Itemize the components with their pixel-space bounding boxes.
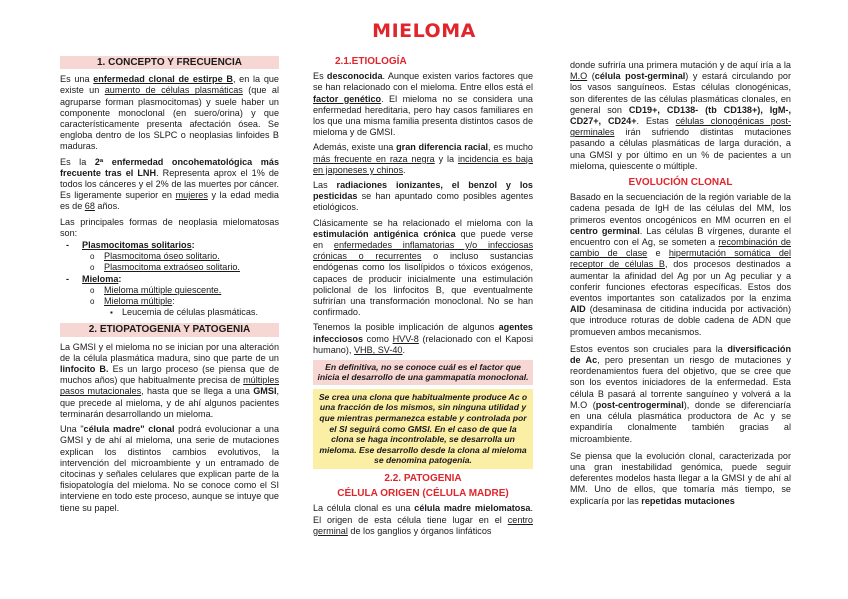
paragraph: Es una enfermedad clonal de estirpe B, en la que existe un aumento de células plasmáticas (que al agruparse forman plasmocitomas) y suele haber un componente monoclonal (en suero/orina) y que característicamente presenta afectación ósea. Se engloba dentro de los SLPC o neoplasias linfoides B maduras.: [60, 74, 279, 152]
paragraph: La GMSI y el mieloma no se inician por una alteración de la célula plasmática madura, sino que parte de un linfocito B. Es un largo proceso (se piensa que de muchos años) que habitualmente precisa de múltiples pasos mutacionales, hasta que se llega a una GMSI, que precede al mieloma, y de ahí algunos pacientes terminarán desarrollando un mieloma.: [60, 341, 280, 419]
highlight-box: Se crea una clona que habitualmente produce Ac o una fracción de los mismos, sin ninguna utilidad y que mientras permanezca estable y controlada por el SI seguirá como GMSI. En el caso de que la clona se haga incontrolable, se desarrolla un mieloma. Ese desarrollo desde la clona al mieloma se denomina patogenia.: [313, 389, 533, 469]
paragraph: Clásicamente se ha relacionado el mieloma con la estimulación antigénica crónica que puede verse en enfermedades inflamatorias y/o infecciosas crónicas o recurrentes o incluso sustancias endógenas como los lisolípidos o tóxicos exógenos, capaces de producir inicialmente una estimulación policlonal de los linfocitos B, que eventualmente sufrirían una transformación monoclonal. No se han confirmado.: [313, 217, 533, 318]
list-item: o Mieloma múltiple:: [60, 296, 279, 307]
paragraph: donde sufriría una primera mutación y de aquí iría a la M.O (célula post-germinal) y estará circulando por los vasos sanguíneos. Estas células clonogénicas, son diferentes de las células plasmáticas clonales, en general son CD19+, CD138- (tb CD138+), IgM-, CD27+, CD24+. Estas células clonogénicas post-germinales irán sufriendo distintas mutaciones pasando a células plasmáticas de larga duración, a una GMSI y por último en un % de pacientes a un mieloma, quiescente o múltiple.: [570, 60, 791, 171]
paragraph: Una "célula madre" clonal podrá evolucionar a una GMSI y de ahí al mieloma, una serie de mutaciones explican los distintos cambios evolutivos, la intervención del microambiente y un entramado de citocinas y señales celulares que explican parte de la fisiopatología del mieloma. No se conoce como el SI interviene en todo este proceso, aunque se intuye que tiene su papel.: [60, 424, 280, 513]
list-item: o Plasmocitoma extraóseo solitario.: [60, 262, 279, 273]
neoplasia-list: [60, 240, 279, 318]
paragraph: Es desconocida. Aunque existen varios factores que se han relacionado con el mieloma. Entre ellos está el factor genético. El mieloma no se considera una enfermedad hereditaria, pero hay casos familiares en los que una misma familia presenta distintos casos de mieloma y de GMSI.: [313, 71, 533, 138]
page-title: MIELOMA: [372, 20, 476, 42]
list-item: o Plasmocitoma óseo solitario.: [60, 251, 279, 262]
column-2: [313, 56, 533, 541]
subsection-heading-celula-origen: CÉLULA ORIGEN (CÉLULA MADRE): [337, 488, 509, 500]
paragraph: Estos eventos son cruciales para la diversificación de Ac, pero presentan un riesgo de mutaciones y reordenamientos fuera del objetivo, que se cree que son los eventos iniciadores de la enfermedad. Esta célula B pasará al torrente sanguíneo y volverá a la M.O (post-centrogerminal), donde se diferenciaría en una célula plasmática productora de Ac y se expandiría clonalmente también gracias al microambiente.: [570, 343, 791, 444]
paragraph: Las radiaciones ionizantes, el benzol y los pesticidas se han apuntado como posibles agentes etiológicos.: [313, 180, 533, 213]
section-heading-patogenia: 2.2. PATOGENIA: [384, 473, 462, 485]
column-3: [570, 60, 791, 511]
paragraph: Basado en la secuenciación de la región variable de la cadena pesada de IgH de las células del MM, los primeros eventos oncogénicos en MM ocurren en el centro germinal. Las células B vírgenes, durante el encuentro con el Ag, se someten a recombinación de cambio de clase e hipermutación somática del receptor de células B, dos procesos destinados a aumentar la afinidad del Ag por un Ag peculiar y a conferir funciones efectoras específicas. Estos dos eventos importantes son catalizados por la enzima AID (desaminasa de citidina inducida por activación) que introduce roturas de doble cadena de ADN que promueven ambos mecanismos.: [570, 192, 791, 337]
section-heading-etiologia: 2.1.ETIOLOGÍA: [335, 56, 407, 67]
list-item: - Mieloma:: [60, 274, 279, 285]
column-1: [60, 56, 279, 518]
section-heading-etiopatogenia: 2. ETIOPATOGENIA Y PATOGENIA: [60, 323, 279, 336]
section-heading-concepto: 1. CONCEPTO Y FRECUENCIA: [60, 56, 279, 69]
paragraph: Además, existe una gran diferencia racial, es mucho más frecuente en raza negra y la incidencia es baja en japoneses y chinos.: [313, 142, 533, 175]
paragraph: Tenemos la posible implicación de algunos agentes infecciosos como HVV-8 (relacionado con el Kaposi humano), VHB, SV-40.: [313, 322, 533, 355]
list-item: ▪ Leucemia de células plasmáticas.: [60, 307, 279, 318]
list-item: - Plasmocitomas solitarios:: [60, 240, 279, 251]
paragraph: Es la 2ª enfermedad oncohematológica más frecuente tras el LNH. Representa aprox el 1% de todos los cánceres y el 2% de las muertes por cáncer. Es ligeramente superior en mujeres y la edad media es de 68 años.: [60, 156, 279, 212]
list-item: o Mieloma múltiple quiescente.: [60, 285, 279, 296]
paragraph: La célula clonal es una célula madre mielomatosa. El origen de esta célula tiene lugar en el centro germinal de los ganglios y órganos linfáticos: [313, 503, 533, 536]
paragraph: Se piensa que la evolución clonal, caracterizada por una gran inestabilidad genómica, puede seguir deferentes modelos hasta llegar a la GMSI y de ahí al MM. Uno de ellos, que tomaría más tiempo, se explicaría por las repetidas mutaciones: [570, 450, 791, 506]
note-box: En definitiva, no se conoce cuál es el factor que inicia el desarrollo de una gammapatía monoclonal.: [313, 360, 533, 385]
paragraph: Las principales formas de neoplasia mielomatosas son:: [60, 216, 279, 238]
section-heading-evolucion-clonal: EVOLUCIÓN CLONAL: [628, 177, 733, 189]
